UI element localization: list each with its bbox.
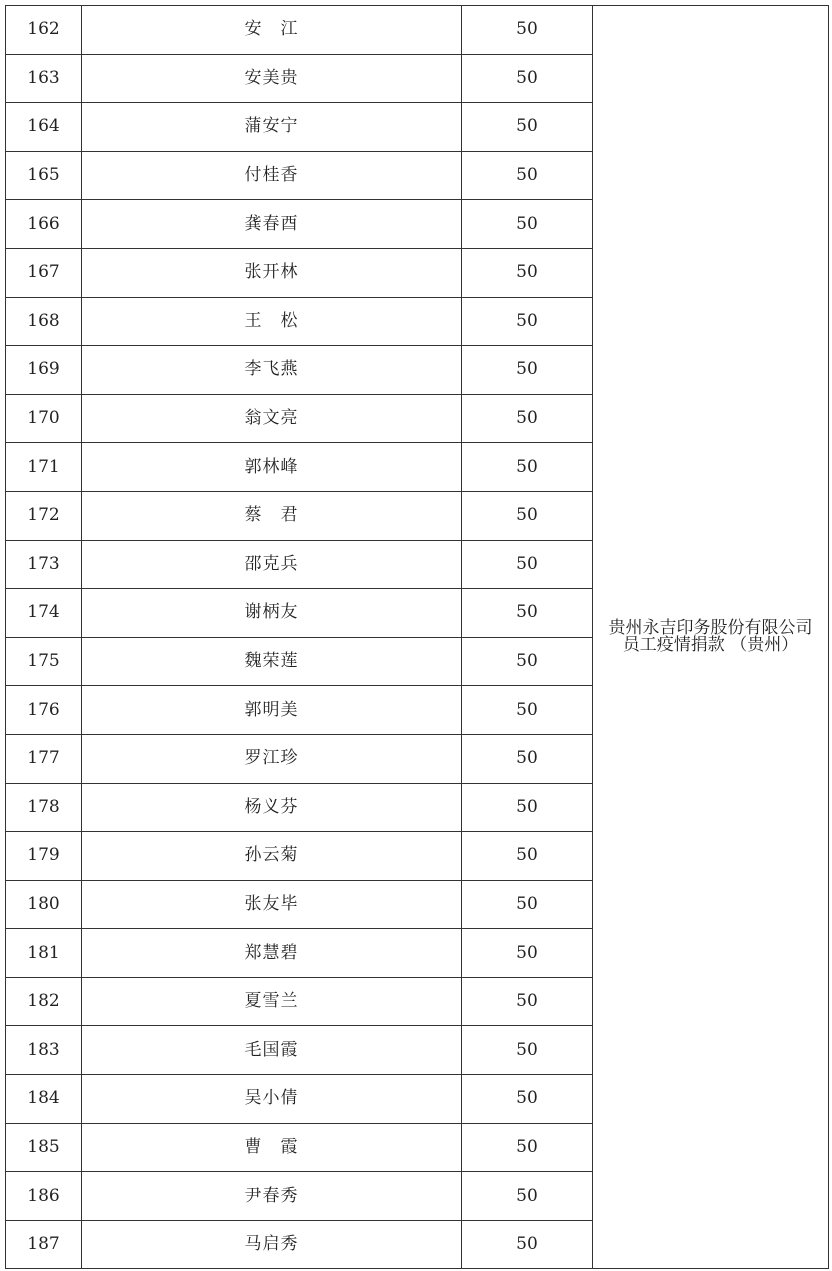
donation-amount: 50 xyxy=(462,346,593,395)
donation-amount: 50 xyxy=(462,1220,593,1269)
donation-amount: 50 xyxy=(462,880,593,929)
donor-name: 曹 霞 xyxy=(82,1123,462,1172)
donor-name: 尹春秀 xyxy=(82,1172,462,1221)
donor-name: 杨义芬 xyxy=(82,783,462,832)
donor-name: 吴小倩 xyxy=(82,1075,462,1124)
row-number: 180 xyxy=(6,880,82,929)
row-number: 169 xyxy=(6,346,82,395)
row-number: 165 xyxy=(6,151,82,200)
donation-amount: 50 xyxy=(462,248,593,297)
donation-amount: 50 xyxy=(462,151,593,200)
row-number: 178 xyxy=(6,783,82,832)
row-number: 177 xyxy=(6,734,82,783)
remark-cell xyxy=(593,6,829,1269)
row-number: 186 xyxy=(6,1172,82,1221)
row-number: 185 xyxy=(6,1123,82,1172)
donor-name: 龚春酉 xyxy=(82,200,462,249)
row-number: 176 xyxy=(6,686,82,735)
remark-company: 贵州永吉印务股份有限公司 xyxy=(608,618,813,639)
row-number: 175 xyxy=(6,637,82,686)
donation-amount: 50 xyxy=(462,200,593,249)
donation-amount: 50 xyxy=(462,1075,593,1124)
donor-name: 罗江珍 xyxy=(82,734,462,783)
donation-amount: 50 xyxy=(462,1026,593,1075)
donation-amount: 50 xyxy=(462,1172,593,1221)
donation-amount: 50 xyxy=(462,929,593,978)
donation-amount: 50 xyxy=(462,540,593,589)
donor-name: 付桂香 xyxy=(82,151,462,200)
donation-amount: 50 xyxy=(462,1123,593,1172)
donor-name: 孙云菊 xyxy=(82,832,462,881)
row-number: 163 xyxy=(6,54,82,103)
row-number: 168 xyxy=(6,297,82,346)
row-number: 170 xyxy=(6,394,82,443)
donation-table xyxy=(5,5,829,1269)
donation-amount: 50 xyxy=(462,589,593,638)
row-number: 179 xyxy=(6,832,82,881)
row-number: 164 xyxy=(6,103,82,152)
donation-amount: 50 xyxy=(462,297,593,346)
donor-name: 郑慧碧 xyxy=(82,929,462,978)
donor-name: 邵克兵 xyxy=(82,540,462,589)
donor-name: 李飞燕 xyxy=(82,346,462,395)
donation-table-body xyxy=(6,6,829,1269)
donation-amount: 50 xyxy=(462,103,593,152)
donation-amount: 50 xyxy=(462,491,593,540)
donor-name: 蒲安宁 xyxy=(82,103,462,152)
donation-amount: 50 xyxy=(462,734,593,783)
table-row xyxy=(6,6,829,55)
donation-amount: 50 xyxy=(462,443,593,492)
row-number: 167 xyxy=(6,248,82,297)
row-number: 172 xyxy=(6,491,82,540)
donor-name: 郭明美 xyxy=(82,686,462,735)
row-number: 184 xyxy=(6,1075,82,1124)
row-number: 162 xyxy=(6,6,82,55)
row-number: 182 xyxy=(6,977,82,1026)
donor-name: 王 松 xyxy=(82,297,462,346)
row-number: 187 xyxy=(6,1220,82,1269)
row-number: 166 xyxy=(6,200,82,249)
donor-name: 谢柄友 xyxy=(82,589,462,638)
row-number: 183 xyxy=(6,1026,82,1075)
donor-name: 毛国霞 xyxy=(82,1026,462,1075)
donor-name: 马启秀 xyxy=(82,1220,462,1269)
donor-name: 张开林 xyxy=(82,248,462,297)
donation-amount: 50 xyxy=(462,832,593,881)
donor-name: 夏雪兰 xyxy=(82,977,462,1026)
donor-name: 安美贵 xyxy=(82,54,462,103)
row-number: 173 xyxy=(6,540,82,589)
donation-amount: 50 xyxy=(462,977,593,1026)
donor-name: 安 江 xyxy=(82,6,462,55)
donor-name: 魏荣莲 xyxy=(82,637,462,686)
row-number: 174 xyxy=(6,589,82,638)
donation-amount: 50 xyxy=(462,783,593,832)
donor-name: 翁文亮 xyxy=(82,394,462,443)
row-number: 181 xyxy=(6,929,82,978)
donor-name: 蔡 君 xyxy=(82,491,462,540)
donation-amount: 50 xyxy=(462,6,593,55)
donation-amount: 50 xyxy=(462,637,593,686)
donation-amount: 50 xyxy=(462,686,593,735)
donation-amount: 50 xyxy=(462,394,593,443)
remark-description: 员工疫情捐款 （贵州） xyxy=(622,635,799,656)
donor-name: 郭林峰 xyxy=(82,443,462,492)
row-number: 171 xyxy=(6,443,82,492)
donation-amount: 50 xyxy=(462,54,593,103)
donor-name: 张友毕 xyxy=(82,880,462,929)
